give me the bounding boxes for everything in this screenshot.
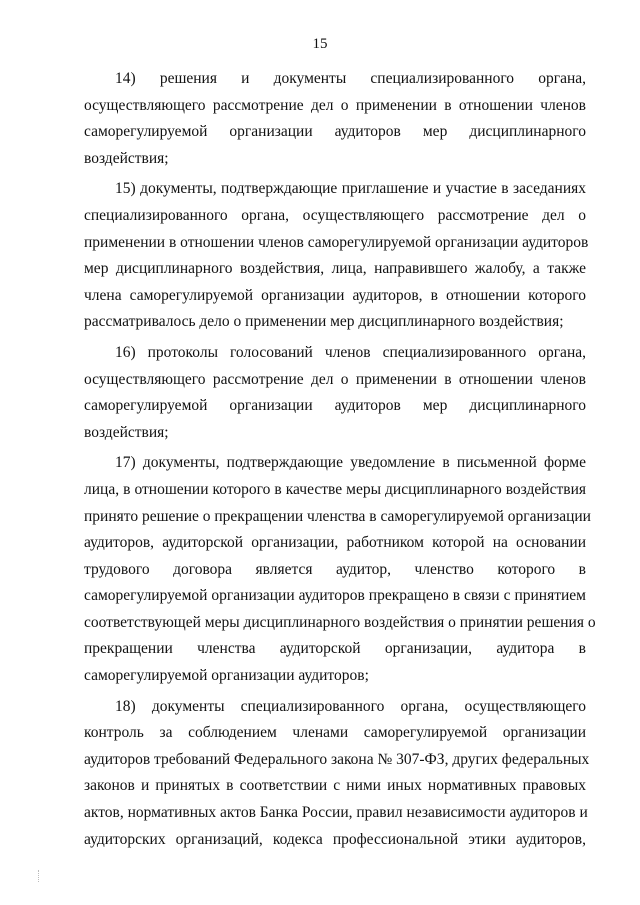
paragraph-line: 18) документы специализированного органа, осуществляющего	[115, 697, 586, 715]
paragraph-line: специализированного органа, осуществляющего рассмотрение дел о	[84, 206, 586, 224]
paragraph-15	[84, 176, 589, 336]
paragraph-line: члена саморегулируемой организации аудиторов, в отношении которого	[84, 286, 586, 304]
paragraph-line: воздействия;	[84, 149, 169, 167]
paragraph-line: соответствующей меры дисциплинарного воздействия о принятии решения о	[84, 613, 596, 631]
paragraph-line: принято решение о прекращении членства в саморегулируемой организации	[84, 507, 591, 525]
paragraph-line: 16) протоколы голосований членов специализированного органа,	[115, 343, 586, 361]
paragraph-18	[84, 694, 590, 854]
paragraph-line: саморегулируемой организации аудиторов мер дисциплинарного	[84, 397, 586, 415]
paragraph-line: саморегулируемой организации аудиторов;	[84, 667, 369, 685]
paragraph-line: 17) документы, подтверждающие уведомление в письменной форме	[115, 454, 586, 472]
paragraph-14	[84, 66, 586, 172]
paragraph-line: рассматривалось дело о применении мер дисциплинарного воздействия;	[84, 313, 564, 331]
paragraph-line: осуществляющего рассмотрение дел о применении в отношении членов	[84, 96, 586, 114]
paragraph-line: аудиторских организаций, кодекса профессиональной этики аудиторов,	[84, 830, 586, 848]
paragraph-line: воздействия;	[84, 423, 169, 441]
paragraph-line: 15) документы, подтверждающие приглашение и участие в заседаниях	[115, 180, 586, 198]
document-body	[84, 66, 596, 857]
paragraph-line: мер дисциплинарного воздействия, лица, направившего жалобу, а также	[84, 260, 586, 278]
paragraph-line: лица, в отношении которого в качестве меры дисциплинарного воздействия	[84, 480, 586, 498]
paragraph-line: контроль за соблюдением членами саморегулируемой организации	[84, 724, 586, 742]
paragraph-17	[84, 450, 596, 689]
page-number: 15	[312, 36, 328, 52]
paragraph-line: прекращении членства аудиторской организации, аудитора в	[84, 640, 586, 658]
scan-artifact-mark	[38, 870, 41, 882]
paragraph-line: саморегулируемой организации аудиторов мер дисциплинарного	[84, 123, 586, 141]
paragraph-line: трудового договора является аудитор, членство которого в	[84, 560, 586, 578]
paragraph-line: осуществляющего рассмотрение дел о применении в отношении членов	[84, 370, 586, 388]
paragraph-line: саморегулируемой организации аудиторов прекращено в связи с принятием	[84, 587, 586, 605]
paragraph-line: 14) решения и документы специализированного органа,	[115, 70, 586, 87]
paragraph-line: законов и принятых в соответствии с ними иных нормативных правовых	[84, 777, 586, 795]
paragraph-line: аудиторов требований Федерального закона № 307-ФЗ, других федеральных	[84, 750, 590, 768]
paragraph-16	[84, 340, 586, 446]
paragraph-line: актов, нормативных актов Банка России, правил независимости аудиторов и	[84, 804, 588, 822]
paragraph-line: аудиторов, аудиторской организации, работником которой на основании	[84, 534, 586, 552]
paragraph-line: применении в отношении членов саморегулируемой организации аудиторов	[84, 233, 589, 251]
